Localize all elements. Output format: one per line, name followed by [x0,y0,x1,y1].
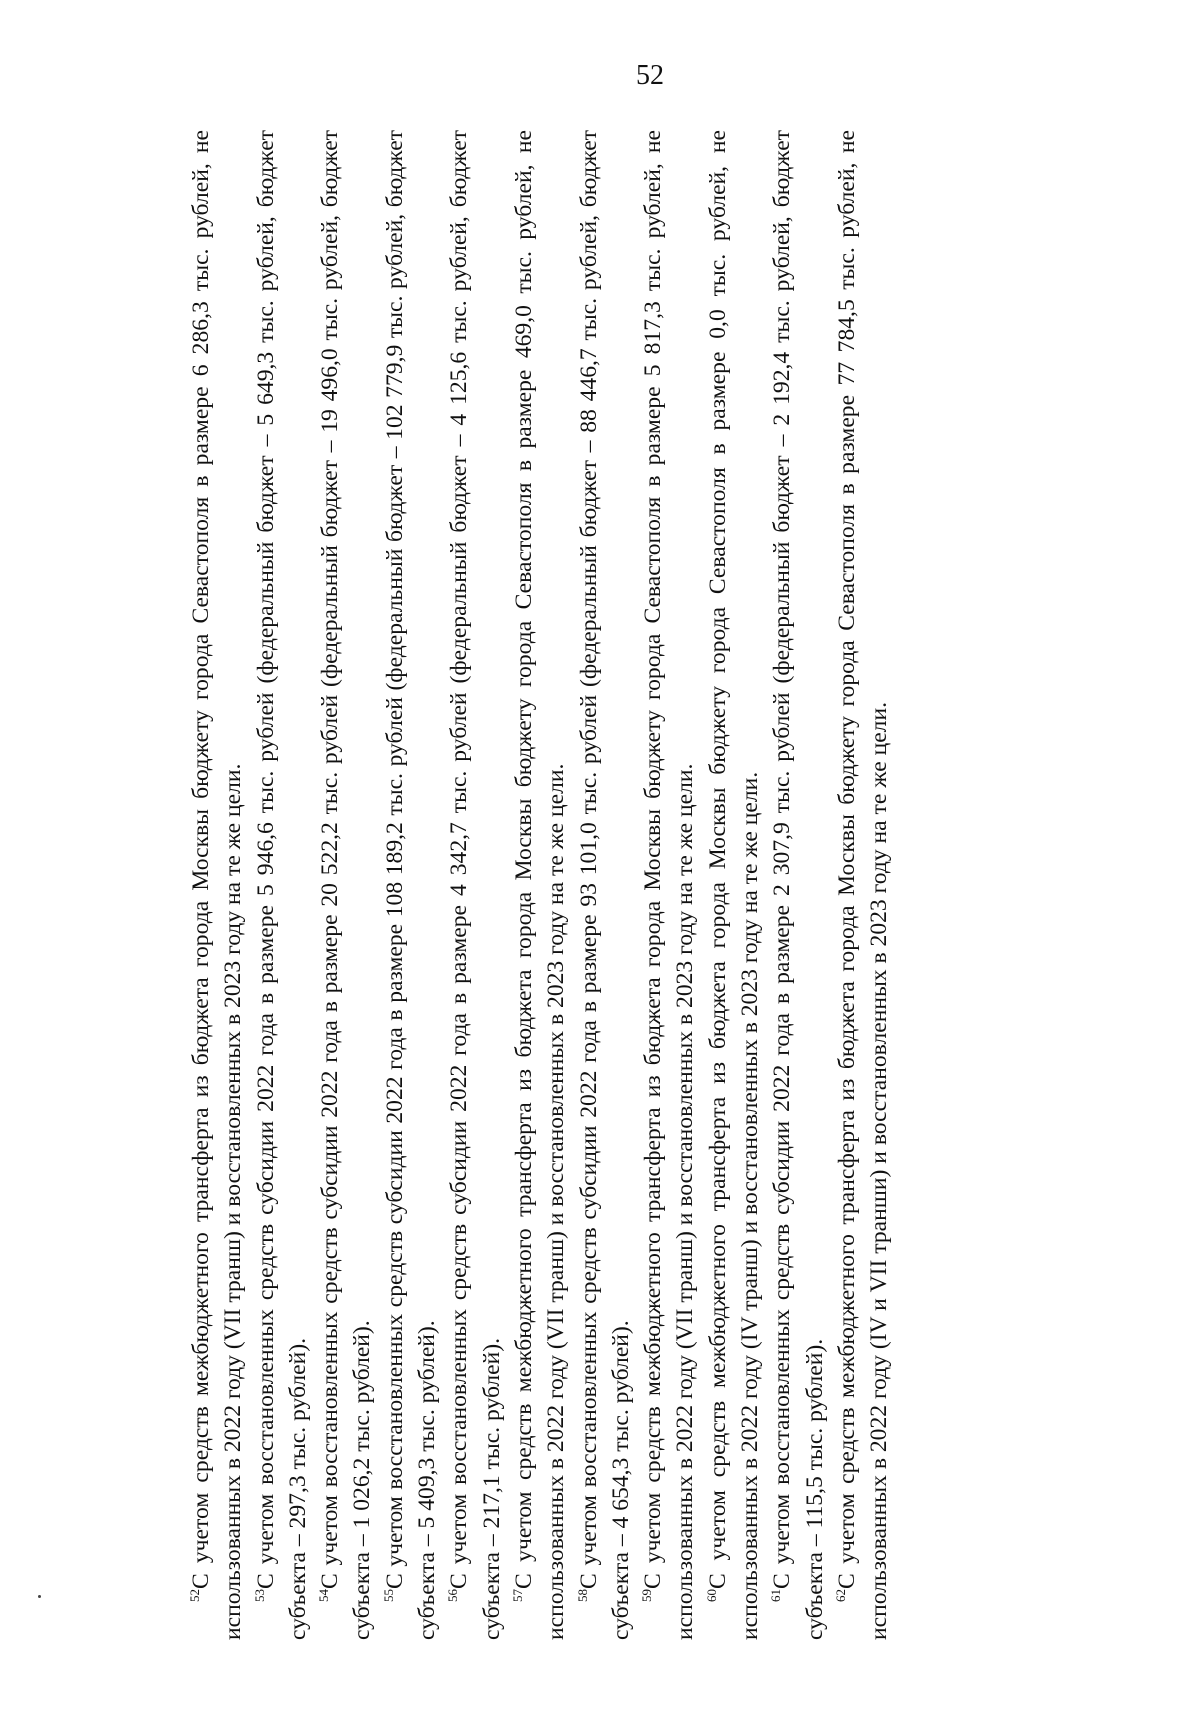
footnote-marker: 54 [316,1589,332,1602]
footnote-text: С учетом восстановленных средств субсидии 2022 года в размере 5 946,6 тыс. рублей (федеральный бюджет – 5 649,3 тыс. рублей, бюджет субъекта – 297,3 тыс. рублей). [252,130,311,1640]
footnote-marker: 60 [703,1589,719,1602]
footnote-56 [443,130,508,1640]
footnote-marker: 61 [768,1589,784,1602]
footnote-marker: 53 [251,1589,267,1602]
footnote-marker: 57 [510,1589,526,1602]
page-number: 52 [636,60,664,91]
footnote-text: С учетом средств межбюджетного трансферта из бюджета города Москвы бюджету города Севастополя в размере 6 286,3 тыс. рублей, не использованных в 2022 году (VII транш) и восстановленных в 2023 году на те же цели. [188,130,247,1640]
footnote-61 [766,130,831,1640]
footnote-text: С учетом восстановленных средств субсидии 2022 года в размере 93 101,0 тыс. рублей (федеральный бюджет – 88 446,7 тыс. рублей, бюджет субъекта – 4 654,3 тыс. рублей). [575,130,634,1640]
footnote-marker: 55 [380,1589,396,1602]
footnote-text: С учетом восстановленных средств субсидии 2022 года в размере 4 342,7 тыс. рублей (федеральный бюджет – 4 125,6 тыс. рублей, бюджет субъекта – 217,1 тыс. рублей). [446,130,505,1640]
footnote-59 [637,130,702,1640]
footnote-53 [250,130,315,1640]
footnote-text: С учетом средств межбюджетного трансферта из бюджета города Москвы бюджету города Севастополя в размере 77 784,5 тыс. рублей, не использованных в 2022 году (IV и VII транши) и восстановленных в 2023 году на те же цели. [833,130,893,1640]
footnote-62 [831,130,896,1640]
footnote-54 [314,130,379,1640]
footnote-marker: 56 [445,1589,461,1602]
footnote-text: С учетом средств межбюджетного трансферта из бюджета города Москвы бюджету города Севастополя в размере 469,0 тыс. рублей, не использованных в 2022 году (VII транш) и восстановленных в 2023 году на те же цели. [510,130,570,1640]
footnote-text: С учетом восстановленных средств субсидии 2022 года в размере 2 307,9 тыс. рублей (федеральный бюджет – 2 192,4 тыс. рублей, бюджет субъекта – 115,5 тыс. рублей). [769,130,828,1640]
footnote-marker: 52 [187,1589,203,1602]
footnote-55 [379,130,444,1640]
footnote-marker: 58 [574,1589,590,1602]
footnotes-block [185,130,896,1640]
footnote-57 [508,130,573,1640]
footnote-text: С учетом средств межбюджетного трансферта из бюджета города Москвы бюджету города Севастополя в размере 5 817,3 тыс. рублей, не использованных в 2022 году (VII транш) и восстановленных в 2023 году на те же цели. [640,130,699,1640]
footnote-52 [185,130,250,1640]
footnote-marker: 62 [833,1589,849,1602]
footnote-58 [573,130,638,1640]
scan-speck [38,1595,41,1598]
footnote-text: С учетом восстановленных средств субсидии 2022 года в размере 108 189,2 тыс. рублей (федеральный бюджет – 102 779,9 тыс. рублей, бюджет субъекта – 5 409,3 тыс. рублей). [381,130,441,1640]
footnote-60 [702,130,767,1640]
footnote-marker: 59 [639,1589,655,1602]
footnote-text: С учетом средств межбюджетного трансферта из бюджета города Москвы бюджету города Севастополя в размере 0,0 тыс. рублей, не использованных в 2022 году (IV транш) и восстановленных в 2023 году на те же цели. [704,130,764,1640]
footnote-text: С учетом восстановленных средств субсидии 2022 года в размере 20 522,2 тыс. рублей (федеральный бюджет – 19 496,0 тыс. рублей, бюджет субъекта – 1 026,2 тыс. рублей). [317,130,376,1640]
